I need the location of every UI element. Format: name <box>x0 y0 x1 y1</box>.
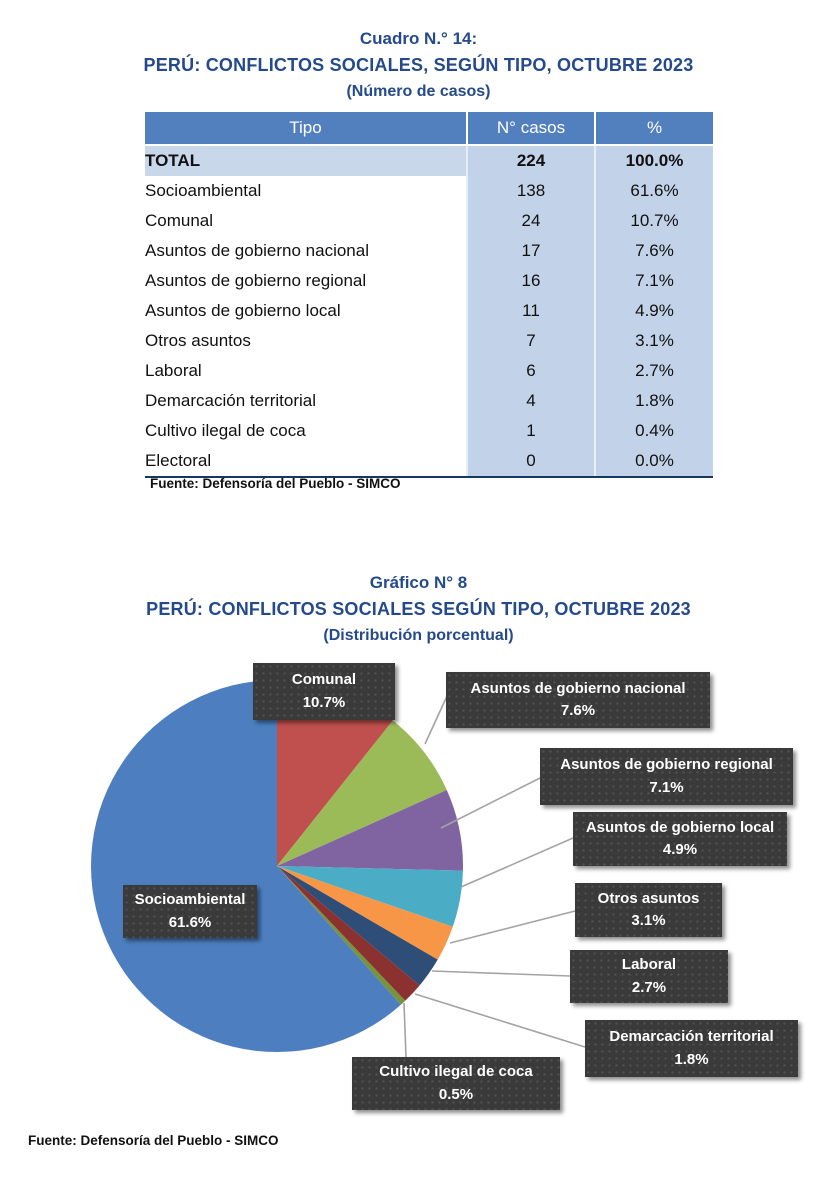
cell-casos: 4 <box>467 386 595 416</box>
table-header-row <box>145 112 713 145</box>
cell-tipo: Laboral <box>145 356 467 386</box>
callout-value: 10.7% <box>302 693 346 711</box>
callout-label: Asuntos de gobierno nacional <box>470 679 686 697</box>
callout-demarcacion-territorial <box>585 1020 798 1077</box>
table-row <box>145 326 713 356</box>
cell-tipo: Asuntos de gobierno regional <box>145 266 467 296</box>
leader-line-regional <box>441 778 540 828</box>
leader-line-cultivo <box>404 1003 406 1057</box>
table-row <box>145 206 713 236</box>
cell-pct: 100.0% <box>595 145 713 176</box>
cell-pct: 1.8% <box>595 386 713 416</box>
cell-pct: 61.6% <box>595 176 713 206</box>
callout-value: 7.6% <box>560 702 596 719</box>
callout-label: Asuntos de gobierno regional <box>560 756 773 773</box>
callout-value: 0.5% <box>438 1085 474 1103</box>
table-title-subtitle: (Número de casos) <box>346 83 491 100</box>
cell-casos: 138 <box>467 176 595 206</box>
callout-laboral <box>570 950 728 1003</box>
chart-source: Fuente: Defensoría del Pueblo - SIMCO <box>28 1133 279 1148</box>
leader-line-local <box>461 838 573 887</box>
callout-cultivo-ilegal-de-coca <box>352 1057 560 1110</box>
callout-asuntos-gobierno-local <box>573 812 787 866</box>
leader-line-demarcacion <box>415 994 585 1047</box>
callout-value: 1.8% <box>674 1050 709 1068</box>
cell-casos: 1 <box>467 416 595 446</box>
cell-tipo: Cultivo ilegal de coca <box>145 416 467 446</box>
table-total-row <box>145 145 713 176</box>
conflicts-by-type-table <box>145 112 713 478</box>
cell-casos: 7 <box>467 326 595 356</box>
table-title-block <box>0 26 837 105</box>
leader-line-nacional <box>425 696 447 744</box>
callout-value: 4.9% <box>662 841 698 858</box>
callout-asuntos-gobierno-nacional <box>446 672 710 728</box>
table-row <box>145 356 713 386</box>
table-row <box>145 446 713 477</box>
table-title-number: Cuadro N.° 14: <box>359 29 478 48</box>
callout-value: 2.7% <box>631 978 667 996</box>
callout-label: Laboral <box>621 956 677 973</box>
cell-casos: 17 <box>467 236 595 266</box>
table-row <box>145 176 713 206</box>
chart-title-block <box>0 570 837 649</box>
table-row <box>145 386 713 416</box>
column-header-casos: N° casos <box>467 112 595 145</box>
callout-value: 7.1% <box>649 778 684 796</box>
chart-title-main: PERÚ: CONFLICTOS SOCIALES SEGÚN TIPO, OCTUBRE 2023 <box>146 599 691 619</box>
cell-casos: 16 <box>467 266 595 296</box>
cell-pct: 7.6% <box>595 236 713 266</box>
cell-tipo: Comunal <box>145 206 467 236</box>
cell-casos: 0 <box>467 446 595 477</box>
cell-tipo: Electoral <box>145 446 467 477</box>
table-row <box>145 416 713 446</box>
table-title-main: PERÚ: CONFLICTOS SOCIALES, SEGÚN TIPO, OCTUBRE 2023 <box>143 55 694 75</box>
callout-label: Asuntos de gobierno local <box>585 818 775 836</box>
callout-label: Comunal <box>291 671 357 688</box>
chart-title-number: Gráfico N° 8 <box>369 573 468 592</box>
cell-tipo: TOTAL <box>145 145 467 176</box>
cell-casos: 24 <box>467 206 595 236</box>
cell-pct: 0.4% <box>595 416 713 446</box>
callout-value: 3.1% <box>631 912 666 929</box>
cell-pct: 10.7% <box>595 206 713 236</box>
column-header-tipo: Tipo <box>145 112 467 145</box>
cell-pct: 7.1% <box>595 266 713 296</box>
callout-label: Cultivo ilegal de coca <box>379 1063 533 1080</box>
cell-tipo: Socioambiental <box>145 176 467 206</box>
cell-pct: 4.9% <box>595 296 713 326</box>
table-row <box>145 266 713 296</box>
chart-title-subtitle: (Distribución porcentual) <box>323 627 514 644</box>
leader-line-laboral <box>432 971 570 976</box>
callout-label: Socioambiental <box>134 891 246 908</box>
callout-label: Otros asuntos <box>597 889 700 907</box>
cell-tipo: Otros asuntos <box>145 326 467 356</box>
cell-tipo: Asuntos de gobierno local <box>145 296 467 326</box>
cell-tipo: Demarcación territorial <box>145 386 467 416</box>
cell-pct: 3.1% <box>595 326 713 356</box>
cell-casos: 11 <box>467 296 595 326</box>
column-header-pct: % <box>595 112 713 145</box>
cell-pct: 2.7% <box>595 356 713 386</box>
cell-tipo: Asuntos de gobierno nacional <box>145 236 467 266</box>
table-row <box>145 236 713 266</box>
callout-socioambiental <box>123 885 257 938</box>
cell-pct: 0.0% <box>595 446 713 477</box>
callout-asuntos-gobierno-regional <box>540 748 793 805</box>
table-source: Fuente: Defensoría del Pueblo - SIMCO <box>150 476 401 491</box>
callout-value: 61.6% <box>168 913 212 931</box>
table-row <box>145 296 713 326</box>
leader-line-otros <box>450 911 575 943</box>
cell-casos: 6 <box>467 356 595 386</box>
callout-otros-asuntos <box>575 883 722 937</box>
cell-casos: 224 <box>467 145 595 176</box>
callout-comunal <box>253 663 395 720</box>
callout-label: Demarcación territorial <box>609 1028 774 1045</box>
